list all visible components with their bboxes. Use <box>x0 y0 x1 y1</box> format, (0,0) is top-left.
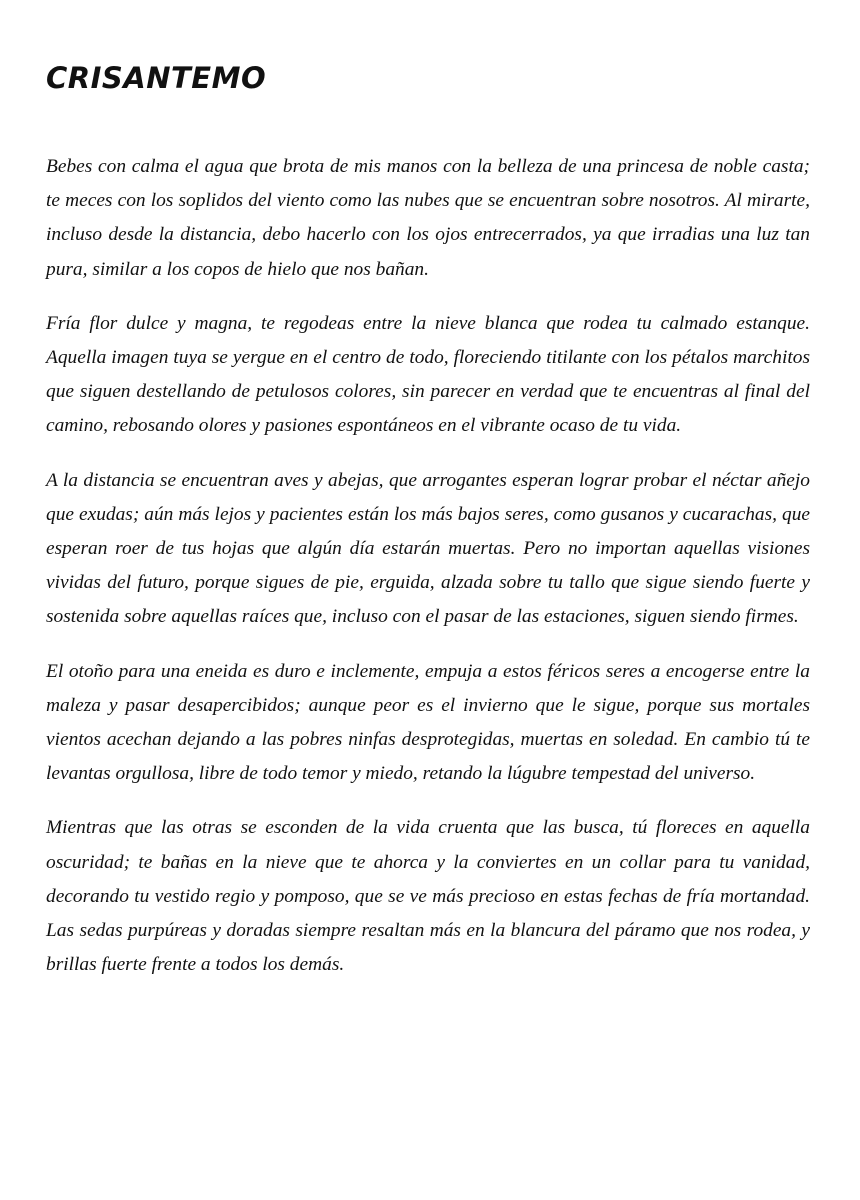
paragraph-2: Fría flor dulce y magna, te regodeas entre la nieve blanca que rodea tu calmado estanque. Aquella imagen tuya se yergue en el centro de todo, floreciendo titilante con los pétalos marchitos que siguen destellando de petulosos colores, sin parecer en verdad que te encuentras al final del camino, rebosando olores y pasiones espontáneos en el vibrante ocaso de tu vida. <box>46 312 810 437</box>
paragraph-5: Mientras que las otras se esconden de la vida cruenta que las busca, tú floreces en aquella oscuridad; te bañas en la nieve que te ahorca y la conviertes en un collar para tu vanidad, decorando tu vestido regio y pomposo, que se ve más precioso en estas fechas de fría mortandad. Las sedas purpúreas y doradas siempre resaltan más en la blancura del páramo que nos rodea, y brillas fuerte frente a todos los demás. <box>46 817 810 976</box>
paragraph-1: Bebes con calma el agua que brota de mis manos con la belleza de una princesa de noble casta; te meces con los soplidos del viento como las nubes que se encuentran sobre nosotros. Al mirarte, incluso desde la distancia, debo hacerlo con los ojos entrecerrados, ya que irradias una luz tan pura, similar a los copos de hielo que nos bañan. <box>46 156 810 280</box>
paragraph-3: A la distancia se encuentran aves y abejas, que arrogantes esperan lograr probar el néctar añejo que exudas; aún más lejos y pacientes están los más bajos seres, como gusanos y cucarachas, que esperan roer de tus hojas que algún día estarán muertas. Pero no importan aquellas visiones vividas del futuro, porque sigues de pie, erguida, alzada sobre tu tallo que sigue siendo fuerte y sostenida sobre aquellas raíces que, incluso con el pasar de las estaciones, siguen siendo firmes. <box>46 469 810 628</box>
document-title: CRISANTEMO <box>46 61 267 95</box>
document-page <box>46 58 810 1002</box>
paragraph-4: El otoño para una eneida es duro e inclemente, empuja a estos féricos seres a encogerse entre la maleza y pasar desapercibidos; aunque peor es el invierno que le sigue, porque sus mortales vientos acechan dejando a las pobres ninfas desprotegidas, muertas en soledad. En cambio tú te levantas orgullosa, libre de todo temor y miedo, retando la lúgubre tempestad del universo. <box>46 660 810 785</box>
